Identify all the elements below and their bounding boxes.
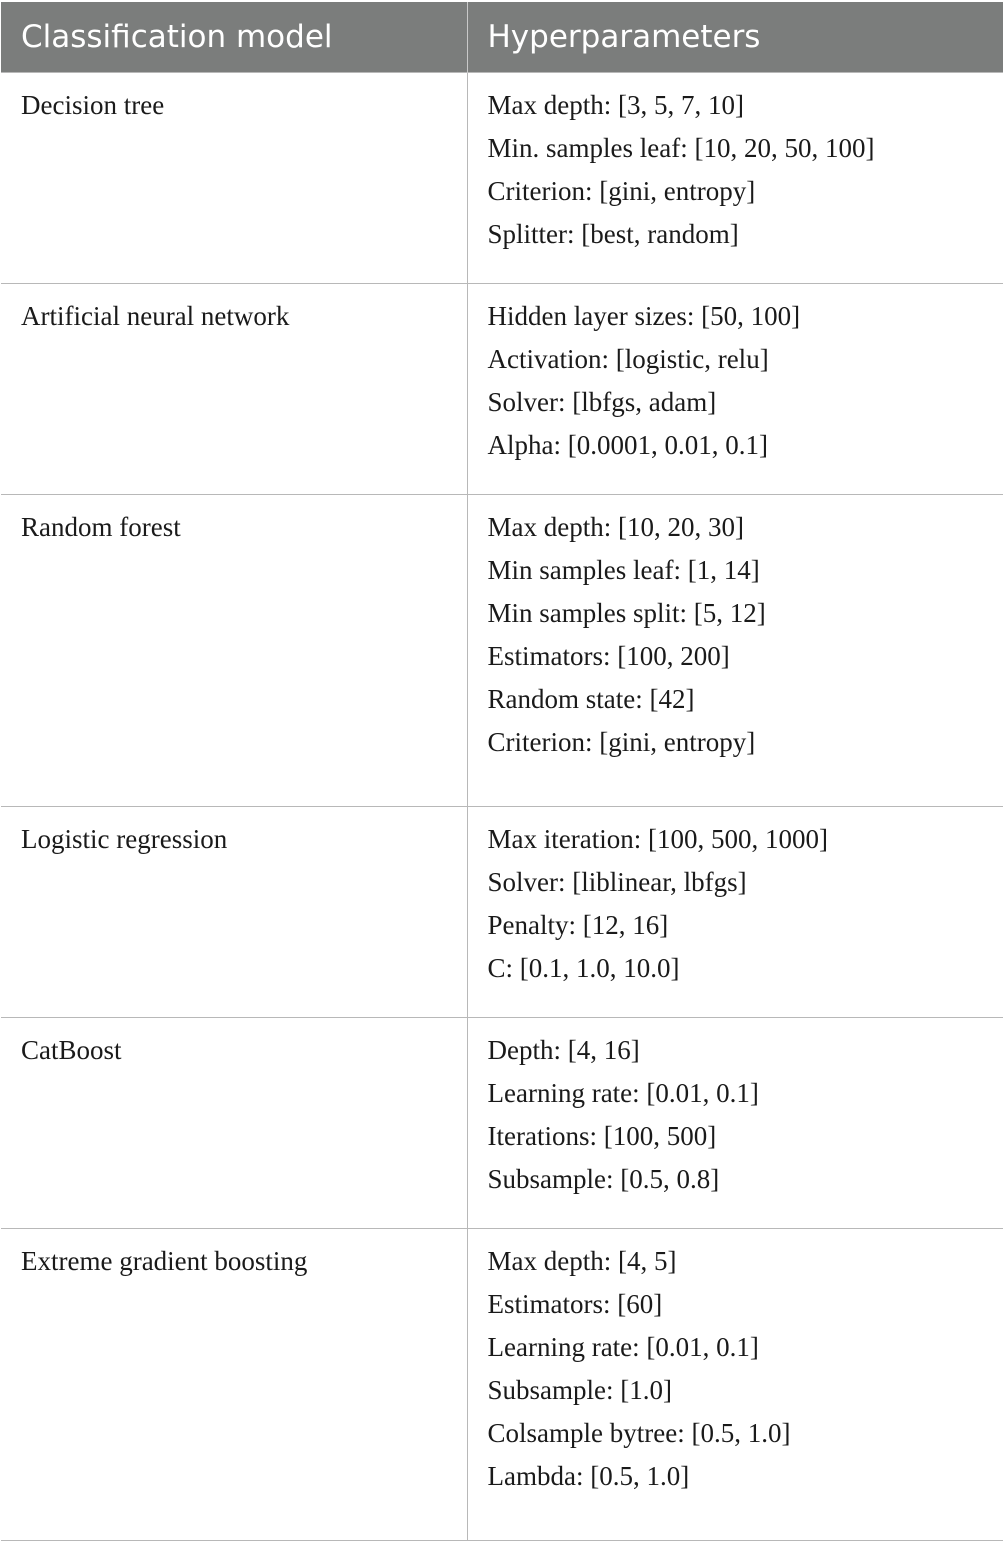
- table-row: [1, 495, 1003, 807]
- hyperparameter-item: Max depth: [4, 5]: [487, 1246, 677, 1276]
- table-row: [1, 1229, 1003, 1541]
- hyperparameter-item: Min. samples leaf: [10, 20, 50, 100]: [487, 133, 875, 163]
- hyperparameter-table: [1, 2, 1003, 1541]
- hyperparameter-item: Criterion: [gini, entropy]: [487, 727, 756, 757]
- hyperparameter-item: Penalty: [12, 16]: [487, 910, 669, 940]
- hyperparameter-table-container: [1, 2, 1003, 1541]
- hyperparameter-item: Solver: [liblinear, lbfgs]: [487, 867, 747, 897]
- hyperparameter-item: Learning rate: [0.01, 0.1]: [487, 1332, 759, 1362]
- model-name-cell: Logistic regression: [1, 807, 467, 1018]
- hyperparameters-cell: [467, 1229, 1003, 1541]
- hyperparameter-item: Min samples split: [5, 12]: [487, 598, 766, 628]
- table-row: [1, 73, 1003, 284]
- hyperparameter-item: Estimators: [100, 200]: [487, 641, 730, 671]
- header-hyperparameters: Hyperparameters: [467, 2, 1003, 73]
- hyperparameter-item: Splitter: [best, random]: [487, 219, 739, 249]
- table-row: [1, 807, 1003, 1018]
- model-name-cell: Extreme gradient boosting: [1, 1229, 467, 1541]
- hyperparameter-item: Max iteration: [100, 500, 1000]: [487, 824, 828, 854]
- model-name-cell: Random forest: [1, 495, 467, 807]
- table-header: [1, 2, 1003, 73]
- hyperparameter-item: Subsample: [0.5, 0.8]: [487, 1164, 720, 1194]
- hyperparameter-item: Hidden layer sizes: [50, 100]: [487, 301, 801, 331]
- hyperparameters-cell: [467, 73, 1003, 284]
- hyperparameter-item: Iterations: [100, 500]: [487, 1121, 717, 1151]
- hyperparameter-item: Subsample: [1.0]: [487, 1375, 672, 1405]
- model-name-cell: CatBoost: [1, 1018, 467, 1229]
- model-name-cell: Decision tree: [1, 73, 467, 284]
- model-name-cell: Artificial neural network: [1, 284, 467, 495]
- hyperparameter-item: Random state: [42]: [487, 684, 695, 714]
- hyperparameter-item: Max depth: [3, 5, 7, 10]: [487, 90, 744, 120]
- hyperparameter-item: Min samples leaf: [1, 14]: [487, 555, 760, 585]
- hyperparameter-item: Depth: [4, 16]: [487, 1035, 640, 1065]
- table-row: [1, 284, 1003, 495]
- hyperparameter-item: Estimators: [60]: [487, 1289, 663, 1319]
- header-row: [1, 2, 1003, 73]
- hyperparameter-item: Max depth: [10, 20, 30]: [487, 512, 744, 542]
- hyperparameters-cell: [467, 284, 1003, 495]
- hyperparameter-item: Learning rate: [0.01, 0.1]: [487, 1078, 759, 1108]
- hyperparameter-item: Alpha: [0.0001, 0.01, 0.1]: [487, 430, 768, 460]
- table-body: [1, 73, 1003, 1541]
- hyperparameter-item: Activation: [logistic, relu]: [487, 344, 769, 374]
- hyperparameter-item: Criterion: [gini, entropy]: [487, 176, 756, 206]
- hyperparameters-cell: [467, 807, 1003, 1018]
- hyperparameter-item: Lambda: [0.5, 1.0]: [487, 1461, 690, 1491]
- header-classification-model: Classification model: [1, 2, 467, 73]
- hyperparameter-item: C: [0.1, 1.0, 10.0]: [487, 953, 680, 983]
- table-row: [1, 1018, 1003, 1229]
- hyperparameter-item: Solver: [lbfgs, adam]: [487, 387, 717, 417]
- hyperparameter-item: Colsample bytree: [0.5, 1.0]: [487, 1418, 791, 1448]
- hyperparameters-cell: [467, 1018, 1003, 1229]
- hyperparameters-cell: [467, 495, 1003, 807]
